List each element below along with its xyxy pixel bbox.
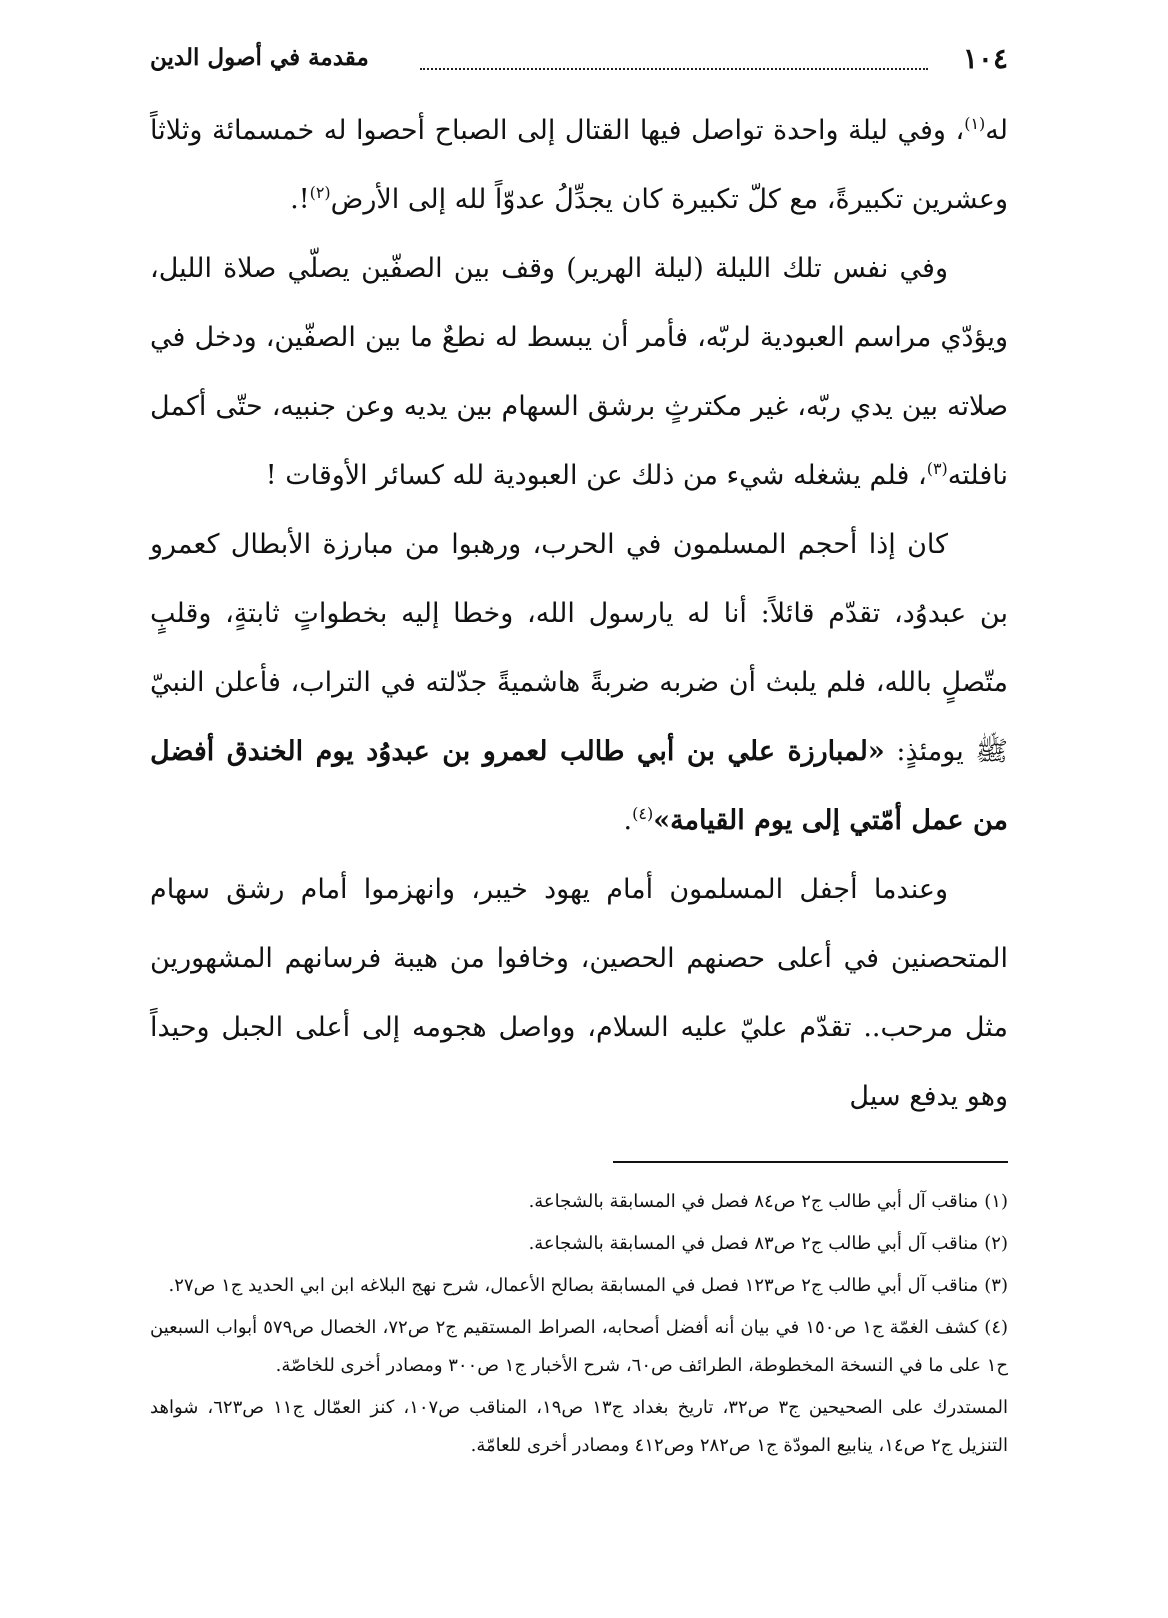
footnote-text: مناقب آل أبي طالب ج٢ ص٨٤ فصل في المسابقة بالشجاعة. [528,1191,979,1212]
footnote-number: (٣) [984,1275,1008,1296]
footnote-text: مناقب آل أبي طالب ج٢ ص٨٣ فصل في المسابقة بالشجاعة. [528,1233,979,1254]
footnote-ref-3: (٣) [926,459,948,478]
p1-text-3: !. [290,184,310,215]
p3-text-2: . [623,805,633,836]
page-number: ١٠٤ [962,42,1008,75]
p2-text-1: وفي نفس تلك الليلة (ليلة الهرير) وقف بين الصفّين يصلّي صلاة الليل، ويؤدّي مراسم العبودية لربّه، فأمر أن يبسط له نطعٌ ما بين الصفّين، ودخل في صلاته بين يدي ربّه، غير مكترثٍ برشق السهام بين يديه وعن جنبيه، حتّى أكمل نافلته [150,253,1008,491]
footnote-4-continued [150,1389,1008,1465]
footnote-text: المستدرك على الصحيحين ج٣ ص٣٢، تاريخ بغداد ج١٣ ص١٩، المناقب ص١٠٧، كنز العمّال ج١١ ص٦٢٣، شواهد التنزيل ج٢ ص١٤، ينابيع المودّة ج١ ص٢٨٢ وص٤١٢ ومصادر أخرى للعامّة. [150,1397,1009,1456]
footnote-4 [150,1309,1008,1385]
footnote-separator [613,1161,1008,1163]
page-header [150,30,1008,88]
footnotes [150,1183,1008,1465]
paragraph-2 [150,234,1008,510]
main-text [150,96,1008,1131]
p1-text-1: له [985,115,1008,146]
footnote-ref-2: (٢) [309,183,331,202]
book-title: مقدمة في أصول الدين [150,44,369,71]
footnote-3 [150,1267,1008,1305]
footnote-2 [150,1225,1008,1263]
hadith-quote: «لمبارزة علي بن أبي طالب لعمرو بن عبدوُد يوم الخندق أفضل من عمل أمّتي إلى يوم القيامة» [150,736,1008,836]
p3-text-1: كان إذا أحجم المسلمون في الحرب، ورهبوا من مبارزة الأبطال كعمرو بن عبدوُد، تقدّم قائلاً: أنا له يارسول الله، وخطا إليه بخطواتٍ ثابتةٍ، وقلبٍ متّصلٍ بالله، فلم يلبث أن ضربه ضربةً هاشميةً جدّلته في التراب، فأعلن النبيّ ﷺ يومئذٍ: [150,529,1008,767]
paragraph-4 [150,855,1008,1131]
p4-text-1: وعندما أجفل المسلمون أمام يهود خيبر، وانهزموا أمام رشق سهام المتحصنين في أعلى حصنهم الحصين، وخافوا من هيبة فرسانهم المشهورين مثل مرحب.. تقدّم عليّ عليه السلام، وواصل هجومه إلى أعلى الجبل وحيداً وهو يدفع سيل [150,874,1008,1112]
footnote-text: مناقب آل أبي طالب ج٢ ص١٢٣ فصل في المسابقة بصالح الأعمال، شرح نهج البلاغه ابن ابي الحديد ج١ ص٢٧. [168,1275,979,1296]
footnote-number: (٤) [984,1317,1009,1338]
footnote-ref-4: (٤) [632,804,654,823]
footnote-1 [150,1183,1008,1221]
footnote-number: (٢) [984,1233,1008,1254]
footnote-number: (١) [984,1191,1008,1212]
p1-text-2: ، وفي ليلة واحدة تواصل فيها القتال إلى الصباح أحصوا له خمسمائة وثلاثاً وعشرين تكبيرةً، مع كلّ تكبيرة كان يجدِّلُ عدوّاً لله إلى الأرض [150,115,1008,215]
footnote-ref-1: (١) [964,114,986,133]
paragraph-1 [150,96,1008,234]
p2-text-2: ، فلم يشغله شيء من ذلك عن العبودية لله كسائر الأوقات ! [265,460,927,491]
footnote-text: كشف الغمّة ج١ ص١٥٠ في بيان أنه أفضل أصحابه، الصراط المستقيم ج٢ ص٧٢، الخصال ص٥٧٩ أبواب السبعين ح١ على ما في النسخة المخطوطة، الطرائف ص٦٠، شرح الأخبار ج١ ص٣٠٠ ومصادر أخرى للخاصّة. [150,1317,1008,1376]
book-page [150,30,1008,1598]
paragraph-3 [150,510,1008,855]
header-dotted-leader [420,68,928,70]
